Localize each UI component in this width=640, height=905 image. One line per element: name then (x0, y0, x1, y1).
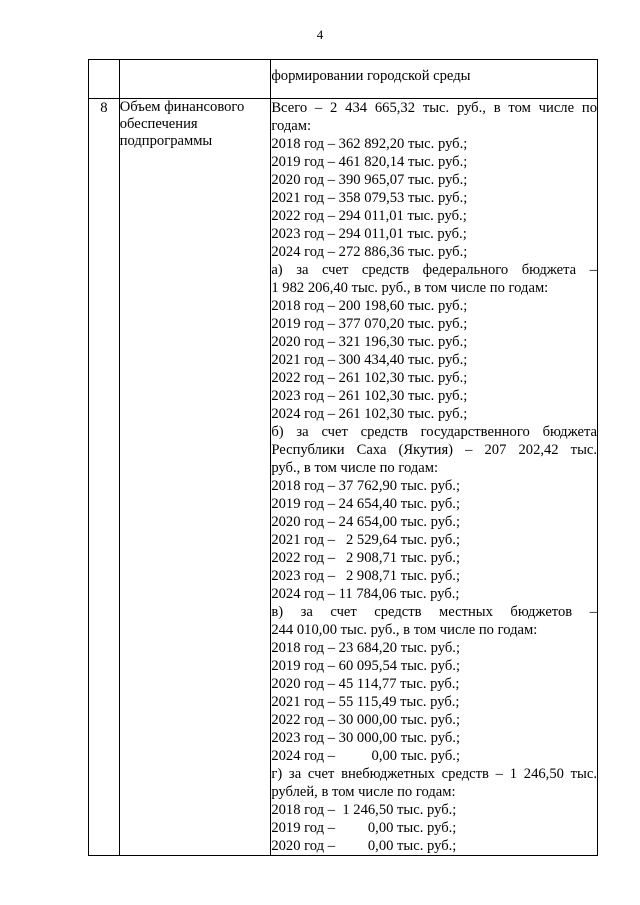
state-year-line: 2018 год – 37 762,90 тыс. руб.; (271, 478, 460, 494)
total-heading-line: годам: (271, 118, 312, 134)
local-year-line: 2020 год – 45 114,77 тыс. руб.; (271, 676, 460, 692)
state-year-line: 2023 год – 2 908,71 тыс. руб.; (271, 568, 460, 584)
total-year-line: 2021 год – 358 079,53 тыс. руб.; (271, 190, 468, 206)
federal-year-line: 2020 год – 321 196,30 тыс. руб.; (271, 334, 468, 350)
federal-year-line: 2018 год – 200 198,60 тыс. руб.; (271, 298, 468, 314)
extrabudget-heading-line: г) за счет внебюджетных средств – 1 246,50 тыс. (271, 766, 597, 782)
state-year-line: 2024 год – 11 784,06 тыс. руб.; (271, 586, 460, 602)
row-text-cell (271, 60, 598, 99)
state-year-line: 2020 год – 24 654,00 тыс. руб.; (271, 514, 460, 530)
federal-heading-line: 1 982 206,40 тыс. руб., в том числе по годам: (271, 280, 549, 296)
table-row-continuation (89, 60, 598, 99)
local-year-line: 2019 год – 60 095,54 тыс. руб.; (271, 658, 460, 674)
funding-table (88, 59, 598, 856)
extrabudget-year-line: 2020 год – 0,00 тыс. руб.; (271, 838, 457, 854)
extrabudget-section (271, 765, 597, 855)
row-name-cell (119, 60, 271, 99)
local-heading-line: в) за счет средств местных бюджетов – (271, 604, 597, 620)
local-year-line: 2021 год – 55 115,49 тыс. руб.; (271, 694, 460, 710)
federal-year-line: 2024 год – 261 102,30 тыс. руб.; (271, 406, 468, 422)
federal-year-line: 2023 год – 261 102,30 тыс. руб.; (271, 388, 468, 404)
state-heading-line: б) за счет средств государственного бюджета (271, 424, 597, 440)
federal-heading-line: а) за счет средств федерального бюджета – (271, 262, 597, 278)
local-year-line: 2018 год – 23 684,20 тыс. руб.; (271, 640, 460, 656)
local-section (271, 603, 597, 765)
local-year-line: 2022 год – 30 000,00 тыс. руб.; (271, 712, 460, 728)
state-heading-line: Республики Саха (Якутия) – 207 202,42 тыс. (271, 442, 597, 458)
name-line: обеспечения (119, 116, 198, 132)
state-heading-line: руб., в том числе по годам: (271, 460, 439, 476)
total-section (271, 99, 597, 261)
total-year-line: 2020 год – 390 965,07 тыс. руб.; (271, 172, 468, 188)
total-year-line: 2024 год – 272 886,36 тыс. руб.; (271, 244, 468, 260)
row-number-cell (89, 60, 120, 99)
table-row-funding (89, 99, 598, 856)
page-number: 4 (316, 27, 324, 42)
total-year-line: 2022 год – 294 011,01 тыс. руб.; (271, 208, 467, 224)
extrabudget-year-line: 2018 год – 1 246,50 тыс. руб.; (271, 802, 457, 818)
local-year-line: 2023 год – 30 000,00 тыс. руб.; (271, 730, 460, 746)
continuation-text: формировании городской среды (271, 68, 471, 84)
federal-year-line: 2022 год – 261 102,30 тыс. руб.; (271, 370, 468, 386)
local-year-line: 2024 год – 0,00 тыс. руб.; (271, 748, 460, 764)
federal-year-line: 2021 год – 300 434,40 тыс. руб.; (271, 352, 468, 368)
state-year-line: 2019 год – 24 654,40 тыс. руб.; (271, 496, 460, 512)
extrabudget-heading-line: рублей, в том числе по годам: (271, 784, 456, 800)
row-number-cell: 8 (89, 99, 120, 856)
name-line: подпрограммы (119, 133, 213, 149)
total-year-line: 2019 год – 461 820,14 тыс. руб.; (271, 154, 468, 170)
federal-section (271, 261, 597, 423)
total-heading-line: Всего – 2 434 665,32 тыс. руб., в том числе по (271, 100, 597, 116)
state-year-line: 2021 год – 2 529,64 тыс. руб.; (271, 532, 460, 548)
total-year-line: 2023 год – 294 011,01 тыс. руб.; (271, 226, 467, 242)
state-year-line: 2022 год – 2 908,71 тыс. руб.; (271, 550, 460, 566)
funding-details-cell (271, 99, 598, 856)
federal-year-line: 2019 год – 377 070,20 тыс. руб.; (271, 316, 468, 332)
state-section (271, 423, 597, 603)
row-name-cell (119, 99, 271, 856)
total-year-line: 2018 год – 362 892,20 тыс. руб.; (271, 136, 468, 152)
local-heading-line: 244 010,00 тыс. руб., в том числе по годам: (271, 622, 538, 638)
extrabudget-year-line: 2019 год – 0,00 тыс. руб.; (271, 820, 457, 836)
name-line: Объем финансового (119, 99, 245, 115)
